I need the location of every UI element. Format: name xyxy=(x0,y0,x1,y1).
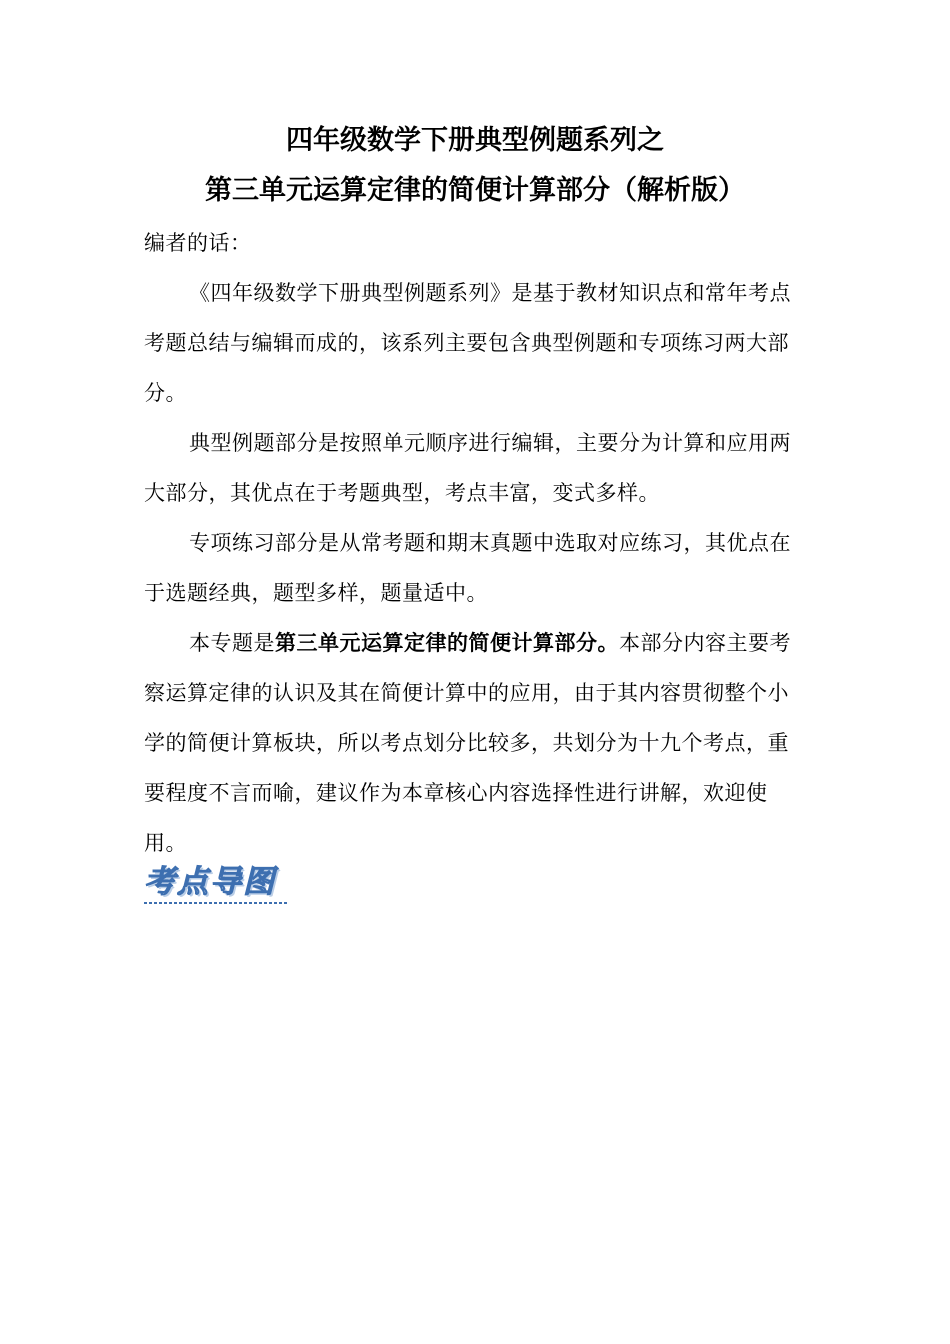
mindmap-heading: 考点导图 xyxy=(144,864,276,900)
practice-paragraph: 专项练习部分是从常考题和期末真题中选取对应练习，其优点在于选题经典，题型多样，题量适中。 xyxy=(144,531,791,605)
examples-paragraph: 典型例题部分是按照单元顺序进行编辑，主要分为计算和应用两大部分，其优点在于考题典型，考点丰富，变式多样。 xyxy=(144,431,791,505)
document-title-line1: 四年级数学下册典型例题系列之 xyxy=(286,125,664,156)
intro-paragraph: 《四年级数学下册典型例题系列》是基于教材知识点和常年考点考题总结与编辑而成的，该系列主要包含典型例题和专项练习两大部分。 xyxy=(144,281,791,405)
topic-prefix: 本专题是 xyxy=(189,631,275,655)
editor-note-label: 编者的话： xyxy=(144,231,252,255)
mindmap-heading-underline xyxy=(144,902,288,904)
document-title-line2: 第三单元运算定律的简便计算部分（解析版） xyxy=(205,175,745,206)
topic-paragraph xyxy=(144,618,796,868)
topic-highlight: 第三单元运算定律的简便计算部分。 xyxy=(275,631,619,655)
topic-description: 本部分内容主要考察运算定律的认识及其在简便计算中的应用，由于其内容贯彻整个小学的简便计算板块，所以考点划分比较多，共划分为十九个考点，重要程度不言而喻，建议作为本章核心内容选择性进行讲解，欢迎使用。 xyxy=(144,631,791,855)
